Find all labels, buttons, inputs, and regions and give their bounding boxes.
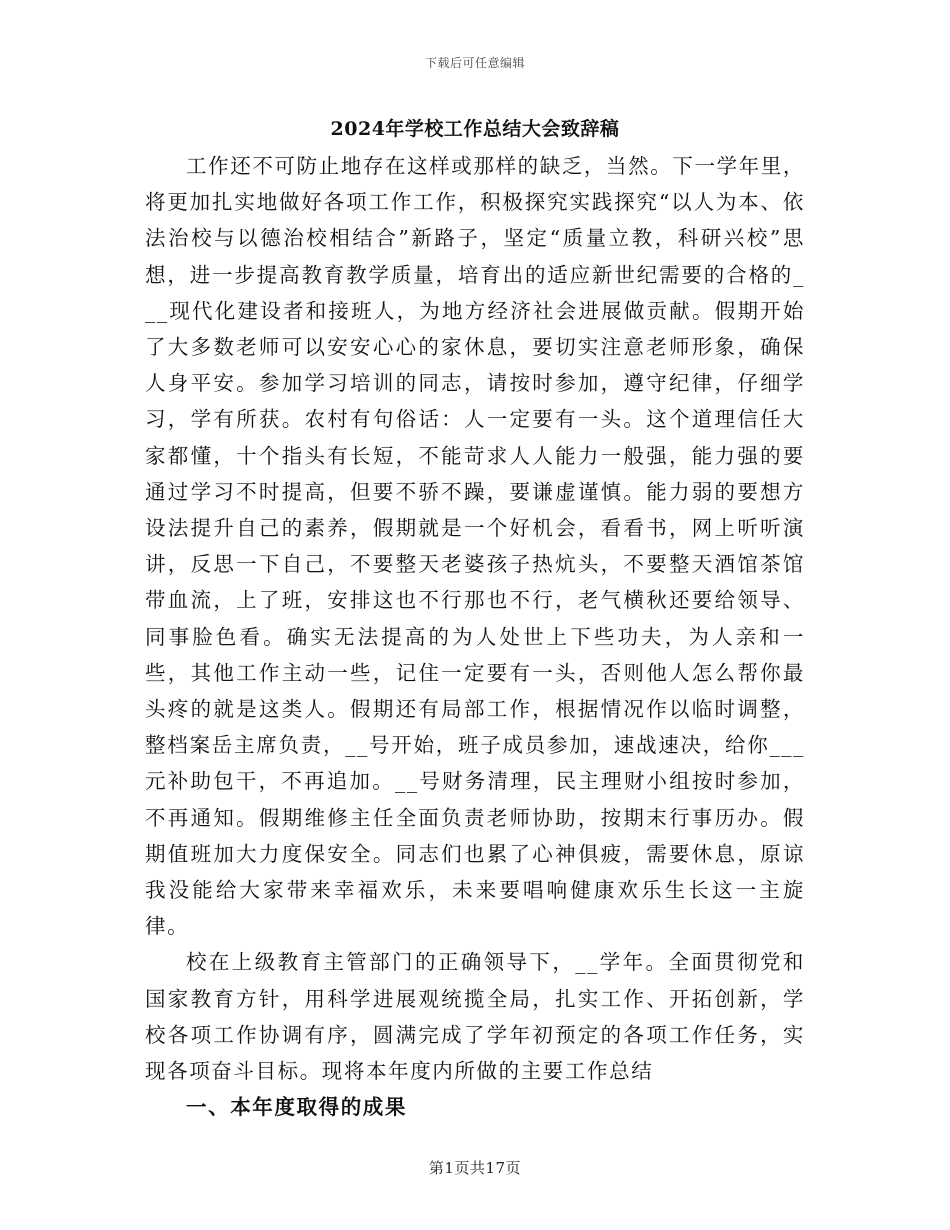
page-header-note: 下载后可任意编辑 xyxy=(424,56,525,70)
document-body xyxy=(145,148,805,1125)
body-paragraph-2: 校在上级教育主管部门的正确领导下，__学年。全面贯彻党和国家教育方针，用科学进展观统揽全局，扎实工作、开拓创新，学校各项工作协调有序，圆满完成了学年初预定的各项工作任务，实现各项奋斗目标。现将本年度内所做的主要工作总结 xyxy=(145,950,805,1084)
page-number-footer: 第1页共17页 xyxy=(428,1159,522,1177)
document-title: 2024年学校工作总结大会致辞稿 xyxy=(330,118,620,140)
body-paragraph-1: 工作还不可防止地存在这样或那样的缺乏，当然。下一学年里，将更加扎实地做好各项工作工作，积极探究实践探究“以人为本、依法治校与以德治校相结合”新路子，坚定“质量立教，科研兴校”思想，进一步提高教育教学质量，培育出的适应新世纪需要的合格的___现代化建设者和接班人，为地方经济社会进展做贡献。假期开始了大多数老师可以安安心心的家休息，要切实注意老师形象，确保人身平安。参加学习培训的同志，请按时参加，遵守纪律，仔细学习，学有所获。农村有句俗话：人一定要有一头。这个道理信任大家都懂，十个指头有长短，不能苛求人人能力一般强，能力强的要通过学习不时提高，但要不骄不躁，要谦虚谨慎。能力弱的要想方设法提升自己的素养，假期就是一个好机会，看看书，网上听听演讲，反思一下自己，不要整天老婆孩子热炕头，不要整天酒馆茶馆带血流，上了班，安排这也不行那也不行，老气横秋还要给领导、同事脸色看。确实无法提高的为人处世上下些功夫，为人亲和一些，其他工作主动一些，记住一定要有一头，否则他人怎么帮你最头疼的就是这类人。假期还有局部工作，根据情况作以临时调整，整档案岳主席负责，__号开始，班子成员参加，速战速决，给你___元补助包干，不再追加。__号财务清理，民主理财小组按时参加，不再通知。假期维修主任全面负责老师协助，按期末行事历办。假期值班加大力度保安全。同志们也累了心神俱疲，需要休息，原谅我没能给大家带来幸福欢乐，未来要唱响健康欢乐生长这一主旋律。 xyxy=(145,154,805,939)
section-heading: 一、本年度取得的成果 xyxy=(186,1095,407,1120)
